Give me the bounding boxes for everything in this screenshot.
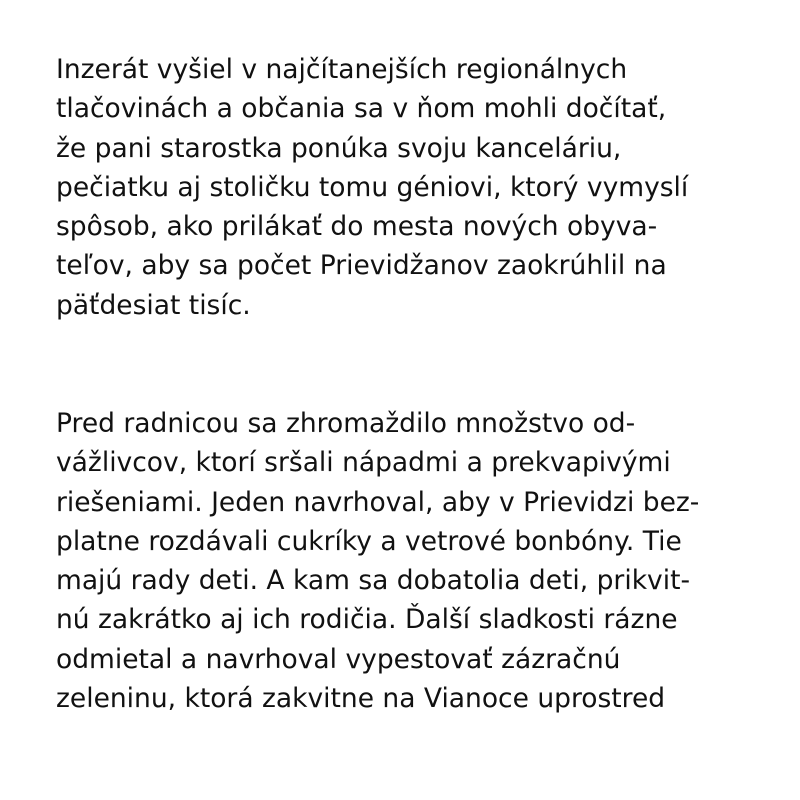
paragraph-line: spôsob, ako prilákať do mesta nových obyva- bbox=[56, 211, 658, 243]
paragraph-line: pečiatku aj stoličku tomu géniovi, ktorý vymyslí bbox=[56, 171, 689, 203]
paragraph-line: majú rady deti. A kam sa dobatolia deti, prikvit- bbox=[56, 565, 691, 597]
paragraph-line: Pred radnicou sa zhromaždilo množstvo od- bbox=[56, 408, 636, 439]
paragraph-line: teľov, aby sa počet Prievidžanov zaokrúhlil na bbox=[56, 250, 667, 282]
paragraph-line: zeleninu, ktorá zakvitne na Vianoce uprostred bbox=[56, 683, 666, 715]
paragraph-line: päťdesiat tisíc. bbox=[56, 289, 251, 321]
paragraph-line: Inzerát vyšiel v najčítanejších regionálnych bbox=[56, 54, 628, 85]
paragraph-1 bbox=[56, 50, 776, 325]
paragraph-line: nú zakrátko aj ich rodičia. Ďalší sladkosti rázne bbox=[56, 604, 678, 636]
paragraph-line: tlačovinách a občania sa v ňom mohli dočítať, bbox=[56, 93, 667, 125]
paragraph-2 bbox=[56, 404, 776, 718]
paragraph-line: platne rozdávali cukríky a vetrové bonbóny. Tie bbox=[56, 525, 682, 557]
paragraph-line: odmietal a navrhoval vypestovať zázračnú bbox=[56, 643, 621, 675]
paragraph-line: riešeniami. Jeden navrhoval, aby v Prievidzi bez- bbox=[56, 486, 700, 518]
paragraph-line: vážlivcov, ktorí sršali nápadmi a prekvapivými bbox=[56, 447, 671, 479]
paragraph-line: že pani starostka ponúka svoju kanceláriu, bbox=[56, 132, 622, 164]
